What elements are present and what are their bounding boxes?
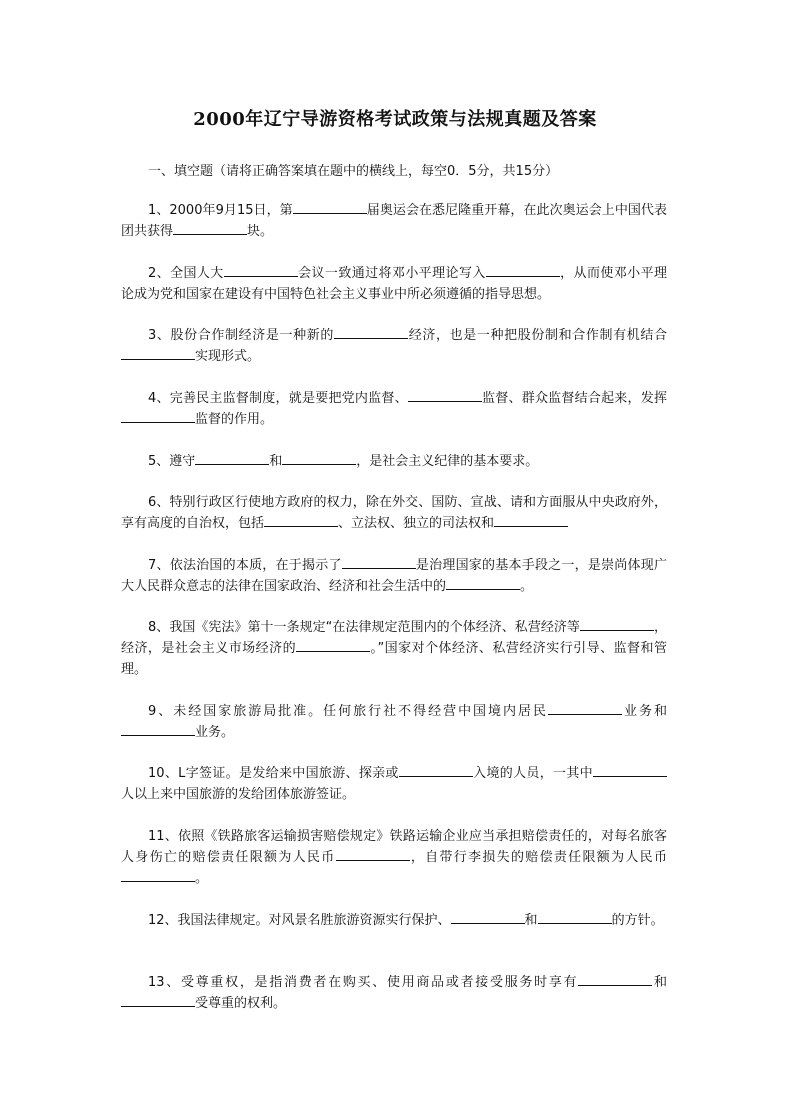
answer-blank [195,451,269,465]
question-text: 13、受尊重权，是指消费者在购买、使用商品或者接受服务时享有 [148,975,579,990]
question-text: 5、遵守 [148,454,196,469]
question-text: 。”国家对个体经济、私营经济实行引导、监督和管理。 [121,641,667,677]
question-text: 和 [652,975,667,990]
question-10 [121,763,667,805]
answer-blank [342,555,416,569]
question-12 [121,910,667,931]
question-text: 7、依法治国的本质，在于揭示了 [148,558,342,573]
question-text: 受尊重的权利。 [195,996,287,1011]
question-text: 12、我国法律规定。对风景名胜旅游资源实行保护、 [148,913,451,928]
answer-blank [121,409,195,423]
answer-blank [336,847,410,861]
answer-blank [296,638,370,652]
question-text: 3、股份合作制经济是一种新的 [148,328,335,343]
question-text: ，经济，是社会主义市场经济的 [121,620,667,656]
question-text: 是治理国家的基本手段之一，是崇尚体现广大人民群众意志的法律在国家政治、经济和社会生活中的 [121,558,667,594]
question-text: 11、依照《铁路旅客运输损害赔偿规定》铁路运输企业应当承担赔偿责任的，对每名旅客人身伤亡的赔偿责任限额为人民币 [121,829,667,865]
question-text: 监督、群众监督结合起来，发挥 [481,391,667,406]
answer-blank [593,763,667,777]
answer-blank [293,200,367,214]
answer-blank [548,701,622,715]
answer-blank [121,346,195,360]
question-3 [121,325,667,367]
question-text: 6、特别行政区行使地方政府的权力，除在外交、国防、宣战、请和方面服从中央政府外，享有高度的自治权，包括 [121,495,667,531]
answer-blank [173,221,247,235]
question-text: 8、我国《宪法》第十一条规定“在法律规定范围内的个体经济、私营经济等 [148,620,580,635]
document-title: 2000年辽宁导游资格考试政策与法规真题及答案 [193,109,597,130]
question-11 [121,826,667,889]
question-text: 。 [520,579,534,594]
question-text: 会议一致通过将邓小平理论写入 [297,266,486,281]
question-text: 的方针。 [611,913,664,928]
question-text: ，从而使邓小平理论成为党和国家在建设有中国特色社会主义事业中所必须遵循的指导思想。 [121,266,667,302]
question-text: 。 [195,871,209,886]
question-text: 和 [269,454,283,469]
answer-blank [486,263,560,277]
answer-blank [282,451,356,465]
question-text: ，是社会主义纪律的基本要求。 [356,454,539,469]
answer-blank [538,910,612,924]
answer-blank [121,722,195,736]
question-13 [121,972,667,1014]
question-1 [121,200,667,242]
question-text: 9、未经国家旅游局批准。任何旅行社不得经营中国境内居民 [148,704,549,719]
question-text: 监督的作用。 [195,412,274,427]
answer-blank [446,576,520,590]
question-4 [121,388,667,430]
answer-blank [224,263,298,277]
question-text: 、立法权、独立的司法权和 [338,516,495,531]
question-text: 业务。 [195,725,235,740]
answer-blank [494,513,568,527]
answer-blank [580,617,654,631]
question-text: ，自带行李损失的赔偿责任限额为人民币 [409,850,667,865]
question-6 [121,492,667,534]
answer-blank [408,388,482,402]
answer-blank [121,868,195,882]
question-text: 4、完善民主监督制度，就是要把党内监督、 [148,391,408,406]
question-2 [121,263,667,305]
question-text: 10、L字签证。是发给来中国旅游、探亲或 [148,766,399,781]
question-text: 2、全国人大 [148,266,224,281]
answer-blank [334,325,408,339]
question-text: 人以上来中国旅游的发给团体旅游签证。 [121,787,356,802]
question-9 [121,701,667,743]
question-text: 届奥运会在悉尼隆重开幕，在此次奥运会上中国代表团共获得 [121,203,667,239]
question-text: 实现形式。 [195,349,261,364]
question-text: 业务和 [622,704,667,719]
question-5 [121,451,667,472]
question-text: 块。 [247,224,274,239]
section-heading: 一、填空题（请将正确答案填在题中的横线上，每空0．5分，共15分） [148,164,559,179]
answer-blank [578,972,652,986]
question-7 [121,555,667,597]
question-text: 入境的人员，一其中 [472,766,593,781]
question-8 [121,617,667,680]
answer-blank [399,763,473,777]
question-text: 经济，也是一种把股份制和合作制有机结合 [408,328,667,343]
question-text: 和 [524,913,538,928]
answer-blank [121,993,195,1007]
answer-blank [451,910,525,924]
question-text: 1、2000年9月15日，第 [148,203,293,218]
answer-blank [264,513,338,527]
